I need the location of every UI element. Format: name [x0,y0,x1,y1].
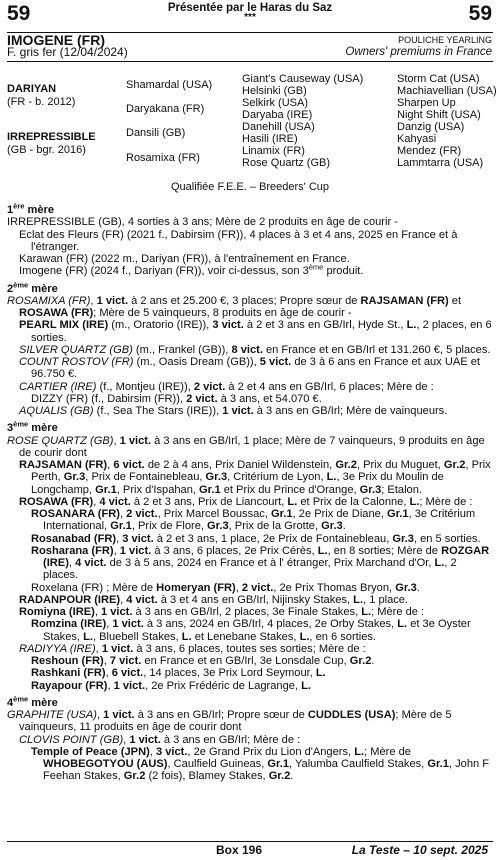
pedigree-gen2-1: Shamardal (USA) [126,79,213,91]
section-2-heading: 2ème mère [7,279,58,295]
pedigree-gen3-4: Daryaba (IRE) [242,109,313,121]
lot-number-left: 59 [7,2,31,25]
produce-entry: RADIYYA (IRE), 1 vict. à 3 ans, 6 places, toutes ses sorties; Mère de : [19,642,366,655]
horse-details: F. gris fer (12/04/2024) [7,45,128,59]
pedigree-gen3-1: Giant's Causeway (USA) [242,73,364,85]
pedigree-gen3-8: Rose Quartz (GB) [242,157,331,169]
dam-4-entry: GRAPHITE (USA), 1 vict. à 3 ans en GB/Irl; Propre sœur de CUDDLES (USA); Mère de 5 vainqueurs, 11 produits en âge de courir dont [7,709,452,734]
produce-entry: Romiyna (IRE), 1 vict. à 3 ans en GB/Irl, 2 places, 3e Finale Stakes, L.; Mère de : [19,606,425,618]
produce-entry: AQUALIS (GB) (f., Sea The Stars (IRE)), 1 vict. à 3 ans en GB/Irl; Mère de vainqueurs. [19,405,448,417]
produce-entry: SILVER QUARTZ (GB) (m., Frankel (GB)), 8 vict. en France et en GB/Irl et 131.260 €, 5 places. [19,343,491,356]
produce-entry: ROSANARA (FR), 2 vict., Prix Marcel Boussac, Gr.1, 2e Prix de Diane, Gr.1, 3e Critérium International, Gr.1, Prix de Flore, Gr.3, Prix de la Grotte, Gr.3. [31,508,476,533]
dam-2-entry: ROSAMIXA (FR), 1 vict. à 2 ans et 25.200 €, 3 places; Propre sœur de RAJSAMAN (FR) et ROSAWA (FR); Mère de 5 vainqueurs, 8 produits en âge de courir - [7,294,462,319]
pedigree-gen3-2: Helsinki (GB) [242,85,307,97]
produce-entry: Rashkani (FR), 6 vict., 14 places, 3e Prix Lord Seymour, L. [31,667,326,680]
produce-entry: RAJSAMAN (FR), 6 vict. de 2 à 4 ans, Prix Daniel Wildenstein, Gr.2, Prix du Muguet, Gr.2, Prix Perth, Gr.3, Prix de Fontainebleau, Gr.3, Critérium de Lyon, L., 3e Prix du Moulin de Longchamp, Gr.1, Prix d'Ispahan, Gr.1 et Prix du Prince d'Orange, Gr.3; Etalon. [19,459,491,496]
pedigree-gen4-2: Machiavellian (USA) [397,85,497,97]
dam-name: IRREPRESSIBLE [7,131,96,143]
pedigree-gen3-6: Hasili (IRE) [242,133,298,145]
pedigree-gen4-5: Danzig (USA) [397,121,465,133]
produce-entry: COUNT ROSTOV (FR) (m., Oasis Dream (GB)), 5 vict. de 3 à 6 ans en France et aux UAE et 96.750 €. [19,356,480,381]
sire-name: DARIYAN [7,83,57,95]
pedigree-gen2-4: Rosamixa (FR) [126,152,200,164]
horse-type: POULICHE YEARLING [398,35,492,45]
produce-entry: DIZZY (FR) (f., Dabirsim (FR)), 2 vict. à 3 ans, et 54.070 €. [31,392,322,405]
produce-entry: Rosharana (FR), 1 vict. à 3 ans, 6 places, 2e Prix Cérès, L., en 8 sorties; Mère de ROZGAR (IRE), 4 vict. de 3 à 5 ans, 2024 en France et à l' étranger, Prix Marchand d'Or, L., 2 places. [31,544,490,582]
pedigree-gen3-3: Selkirk (USA) [242,97,309,109]
produce-entry: ROSAWA (FR), 4 vict. à 2 et 3 ans, Prix de Liancourt, L. et Prix de la Calonne, L.; Mère de : [19,495,473,508]
pedigree-gen4-7: Mendez (FR) [397,145,462,157]
produce-entry: Roxelana (FR) ; Mère de Homeryan (FR), 2 vict., 2e Prix Thomas Bryon, Gr.3. [31,581,420,594]
header-rule [7,61,493,62]
stars: *** [244,12,256,23]
section-1-heading: 1ère mère [7,201,55,216]
produce-entry: Imogene (FR) (2024 f., Dariyan (FR)), voir ci-dessus, son 3ème produit. [19,262,364,278]
produce-entry: Temple of Peace (JPN), 3 vict., 2e Grand Prix du Lion d'Angers, L.; Mère de WHOBEGOTYOU (AUS), Caulfield Guineas, Gr.1, Yalumba Caulfield Stakes, Gr.1, John F Feehan Stakes, Gr.2 (2 fois), Blamey Stakes, Gr.2. [31,745,490,783]
produce-entry: CARTIER (IRE) (f., Montjeu (IRE)), 2 vict. à 2 et 4 ans en GB/Irl, 6 places; Mère de : [19,380,434,393]
pedigree-gen3-7: Linamix (FR) [242,145,305,157]
produce-entry: Romzina (IRE), 1 vict. à 3 ans, 2024 en GB/Irl, 4 places, 2e Orby Stakes, L. et 3e Oyster Stakes, L., Bluebell Stakes, L. et Lenebane Stakes, L., en 6 sorties. [31,618,471,643]
owners-note: Owners' premiums in France [345,46,492,58]
produce-entry: PEARL MIX (IRE) (m., Oratorio (IRE)), 3 vict. à 2 et 3 ans en GB/Irl, Hyde St., L., 2 places, en 6 sorties. [19,319,492,344]
section-3-heading: 3ème mère [7,419,58,435]
qualification: Qualifiée F.E.E. – Breeders' Cup [170,181,329,193]
pedigree-gen4-8: Lammtarra (USA) [397,157,484,169]
dam-1-entry: IRREPRESSIBLE (GB), 4 sorties à 3 ans; Mère de 2 produits en âge de courir - [7,216,398,229]
sire-info: (FR - b. 2012) [7,96,76,108]
produce-entry: Reshoun (FR), 7 vict. en France et en GB/Irl, 3e Lonsdale Cup, Gr.2. [31,655,375,667]
box-number: Box 196 [216,843,263,857]
dam-info: (GB - bgr. 2016) [7,144,86,156]
section-4-heading: 4ème mère [7,694,58,709]
footer-rule [7,841,493,842]
horse-name: IMOGENE (FR) [7,32,105,48]
pedigree-gen3-5: Danehill (USA) [242,121,315,133]
produce-entry: Rosanabad (FR), 3 vict. à 2 et 3 ans, 1 place, 2e Prix de Fontainebleau, Gr.3, en 5 sorties. [31,532,481,545]
presented-by: Présentée par le Haras du Saz [167,2,333,14]
pedigree-gen4-6: Kahyasi [397,133,437,145]
produce-entry: Rayapour (FR), 1 vict., 2e Prix Frédéric de Lagrange, L. [31,679,311,692]
dam-3-entry: ROSE QUARTZ (GB), 1 vict. à 3 ans en GB/Irl, 1 place; Mère de 7 vainqueurs, 9 produits en âge de courir dont [7,434,485,459]
pedigree-gen4-4: Night Shift (USA) [397,109,481,121]
produce-entry: CLOVIS POINT (GB), 1 vict. à 3 ans en GB/Irl; Mère de : [19,733,301,746]
pedigree-gen4-3: Sharpen Up [397,97,456,109]
produce-entry: Karawan (FR) (2022 m., Dariyan (FR)), à l'entraînement en France. [19,253,350,265]
pedigree-gen4-1: Storm Cat (USA) [397,73,480,85]
produce-entry: RADANPOUR (IRE), 4 vict. à 3 et 4 ans en GB/Irl, Nijinsky Stakes, L., 1 place. [19,593,409,606]
pedigree-gen2-2: Daryakana (FR) [126,103,205,115]
pedigree-gen2-3: Dansili (GB) [126,127,186,139]
sale-place-date: La Teste – 10 sept. 2025 [351,843,488,857]
lot-number-right: 59 [468,2,492,25]
pedigree-notes [7,199,493,783]
produce-entry: Eclat des Fleurs (FR) (2021 f., Dabirsim (FR)), 4 places à 3 et 4 ans, 2025 en France et à l'étranger. [19,228,458,253]
